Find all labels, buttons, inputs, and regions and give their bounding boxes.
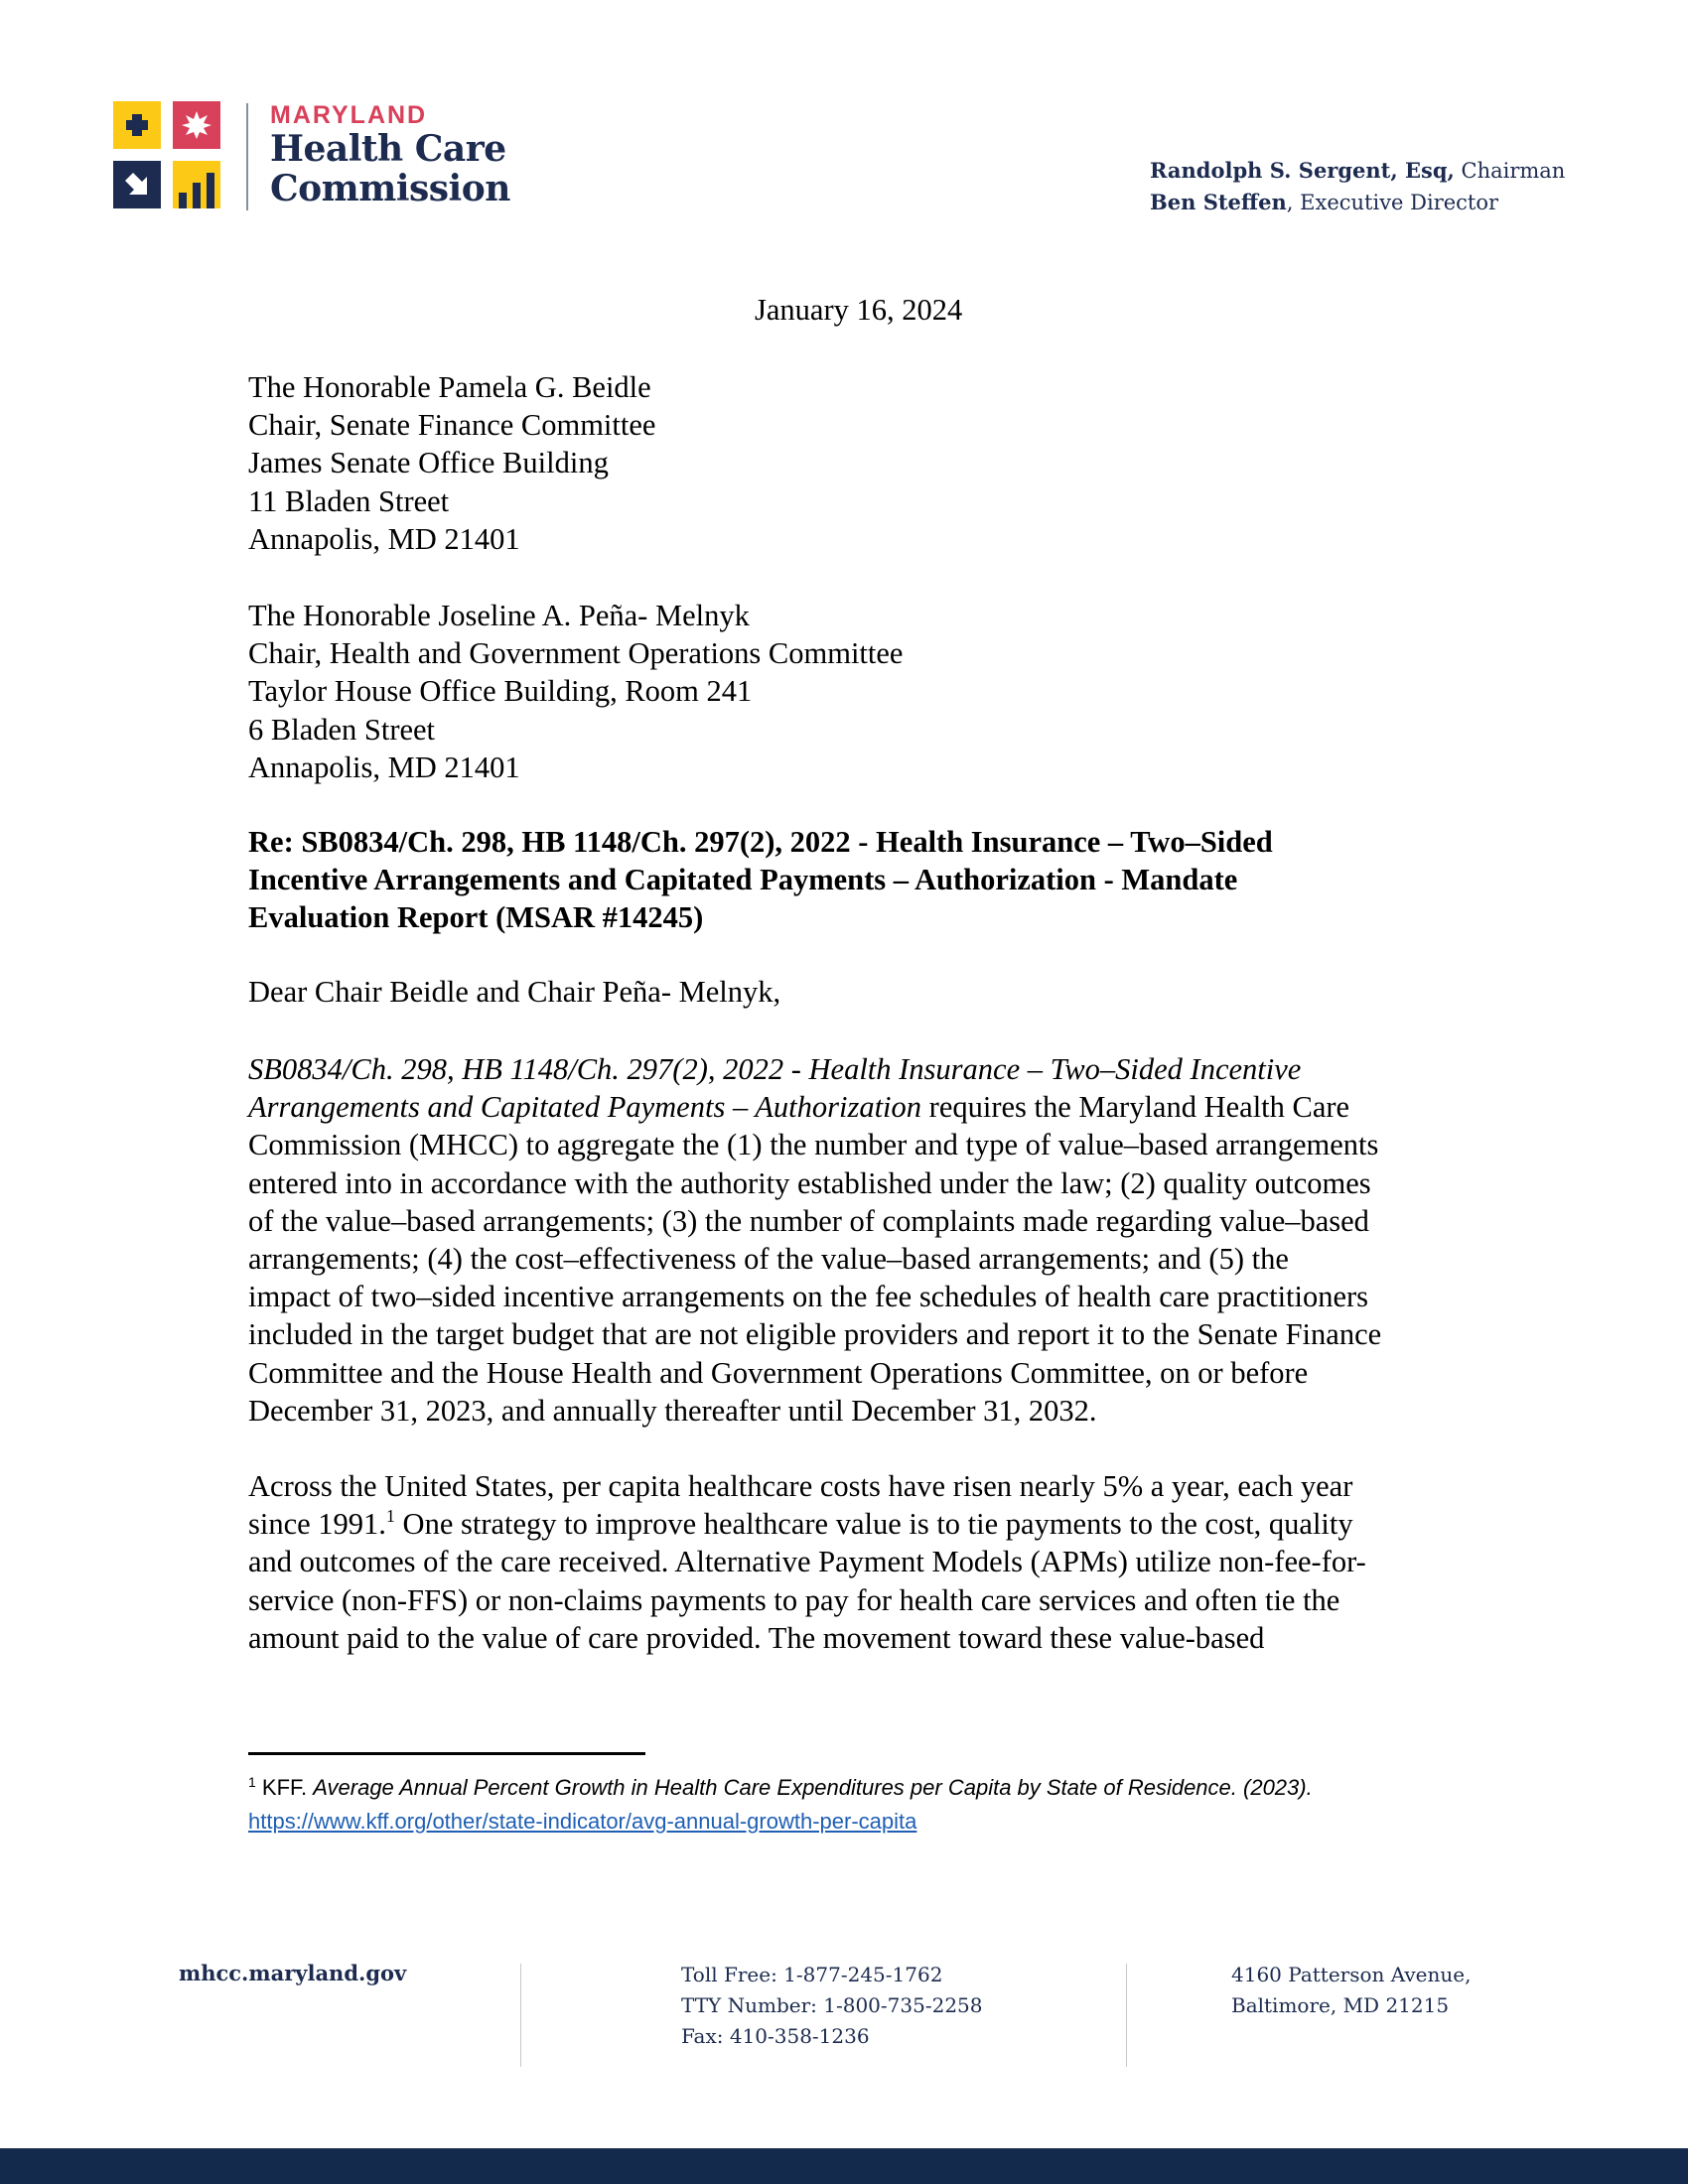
- medical-cross-icon: [113, 101, 161, 149]
- footer-website[interactable]: mhcc.maryland.gov: [179, 1961, 407, 1985]
- logo-state: MARYLAND: [270, 101, 428, 129]
- bill-title-italic: SB0834/Ch. 298, HB 1148/Ch. 297(2), 2022 - Health Insurance – Two–Sided Incentive: [248, 1052, 1302, 1086]
- star-burst-icon: [173, 101, 220, 149]
- paragraph-line: [248, 1088, 1499, 1126]
- footer-contact: [681, 1960, 983, 2052]
- paragraph-line: and outcomes of the care received. Alternative Payment Models (APMs) utilize non-fee-for-: [248, 1545, 1366, 1579]
- subject-text: Evaluation Report (MSAR #14245): [248, 900, 704, 935]
- subject-line: [248, 823, 1440, 937]
- recipient-address-2: [248, 597, 903, 786]
- subject-text: Incentive Arrangements and Capitated Payments – Authorization - Mandate: [248, 863, 1238, 897]
- address-line: Annapolis, MD 21401: [248, 750, 520, 784]
- address-street: 4160 Patterson Avenue,: [1231, 1963, 1472, 1986]
- paragraph-line: service (non-FFS) or non-claims payments to pay for health care services and often tie the: [248, 1582, 1340, 1617]
- paragraph-line: December 31, 2023, and annually thereafter until December 31, 2032.: [248, 1393, 1097, 1428]
- paragraph-line: included in the target budget that are not eligible providers and report it to the Senate Finance: [248, 1317, 1382, 1352]
- footer-divider: [1126, 1964, 1127, 2067]
- paragraph-text: One strategy to improve healthcare value is to tie payments to the cost, quality: [394, 1507, 1353, 1542]
- body-paragraph-2: [248, 1467, 1499, 1657]
- footer-divider: [520, 1964, 521, 2067]
- footnote-title: Average Annual Percent Growth in Health Care Expenditures per Capita by State of Residence. (2023).: [313, 1775, 1313, 1800]
- paragraph-line: Committee and the House Health and Government Operations Committee, on or before: [248, 1355, 1309, 1390]
- director-line: [1150, 187, 1565, 218]
- address-line: Taylor House Office Building, Room 241: [248, 674, 753, 709]
- logo-icon-grid: [113, 101, 224, 212]
- toll-free-number: Toll Free: 1-877-245-1762: [681, 1963, 943, 1986]
- chairman-name: Randolph S. Sergent, Esq,: [1150, 158, 1455, 183]
- chairman-line: [1150, 155, 1565, 187]
- footnote-number: 1: [248, 1774, 256, 1790]
- logo-wordmark: [270, 101, 510, 208]
- address-line: 11 Bladen Street: [248, 483, 450, 518]
- footnote: [248, 1771, 1313, 1839]
- logo-divider: [246, 103, 248, 210]
- director-title: , Executive Director: [1286, 191, 1499, 214]
- arrow-up-left-icon: [113, 161, 161, 208]
- logo-name-line1: Health Care: [270, 128, 506, 170]
- footnote-citation: [248, 1771, 1313, 1805]
- paragraph-line: impact of two–sided incentive arrangements on the fee schedules of health care practitioners: [248, 1280, 1369, 1314]
- paragraph-line: amount paid to the value of care provided. The movement toward these value-based: [248, 1620, 1265, 1655]
- address-city: Baltimore, MD 21215: [1231, 1993, 1450, 2017]
- recipient-address-1: [248, 368, 655, 558]
- fax-number: Fax: 410-358-1236: [681, 2024, 870, 2048]
- footer-address: [1231, 1960, 1471, 2021]
- address-line: The Honorable Pamela G. Beidle: [248, 370, 651, 404]
- director-name: Ben Steffen: [1150, 190, 1287, 214]
- paragraph-line: Across the United States, per capita healthcare costs have risen nearly 5% a year, each year: [248, 1469, 1353, 1503]
- address-line: Chair, Health and Government Operations Committee: [248, 636, 904, 671]
- bill-title-italic: Arrangements and Capitated Payments – Authorization: [248, 1090, 922, 1125]
- paragraph-text: requires the Maryland Health Care: [921, 1090, 1350, 1125]
- footnote-link[interactable]: https://www.kff.org/other/state-indicator/avg-annual-growth-per-capita: [248, 1809, 917, 1834]
- paragraph-line: of the value–based arrangements; (3) the number of complaints made regarding value–based: [248, 1203, 1369, 1238]
- address-line: The Honorable Joseline A. Peña- Melnyk: [248, 599, 750, 632]
- footnote-source: KFF.: [255, 1775, 314, 1800]
- bar-chart-icon: [173, 161, 220, 208]
- logo-name-line2: Commission: [270, 168, 510, 209]
- officials-block: [1150, 155, 1565, 218]
- address-line: 6 Bladen Street: [248, 712, 436, 747]
- footnote-separator: [248, 1752, 645, 1755]
- address-line: James Senate Office Building: [248, 446, 609, 480]
- address-line: Annapolis, MD 21401: [248, 521, 520, 556]
- paragraph-line: Commission (MHCC) to aggregate the (1) the number and type of value–based arrangements: [248, 1128, 1379, 1162]
- mhcc-logo: [113, 101, 530, 212]
- paragraph-line: [248, 1505, 1499, 1543]
- footer-color-bar: [0, 2148, 1688, 2184]
- paragraph-line: arrangements; (4) the cost–effectiveness of the value–based arrangements; and (5) the: [248, 1242, 1289, 1277]
- paragraph-text: since 1991.: [248, 1507, 386, 1542]
- paragraph-line: entered into in accordance with the authority established under the law; (2) quality outcomes: [248, 1165, 1371, 1200]
- tty-number: TTY Number: 1-800-735-2258: [681, 1993, 983, 2017]
- subject-text: Re: SB0834/Ch. 298, HB 1148/Ch. 297(2), 2022 - Health Insurance – Two–Sided: [248, 825, 1273, 859]
- address-line: Chair, Senate Finance Committee: [248, 408, 656, 443]
- body-paragraph-1: [248, 1050, 1499, 1430]
- chairman-title: Chairman: [1454, 159, 1566, 183]
- letter-date: January 16, 2024: [755, 293, 963, 327]
- paragraph-line: [248, 1050, 1499, 1088]
- salutation: Dear Chair Beidle and Chair Peña- Melnyk,: [248, 975, 781, 1009]
- footnote-reference[interactable]: 1: [385, 1506, 395, 1527]
